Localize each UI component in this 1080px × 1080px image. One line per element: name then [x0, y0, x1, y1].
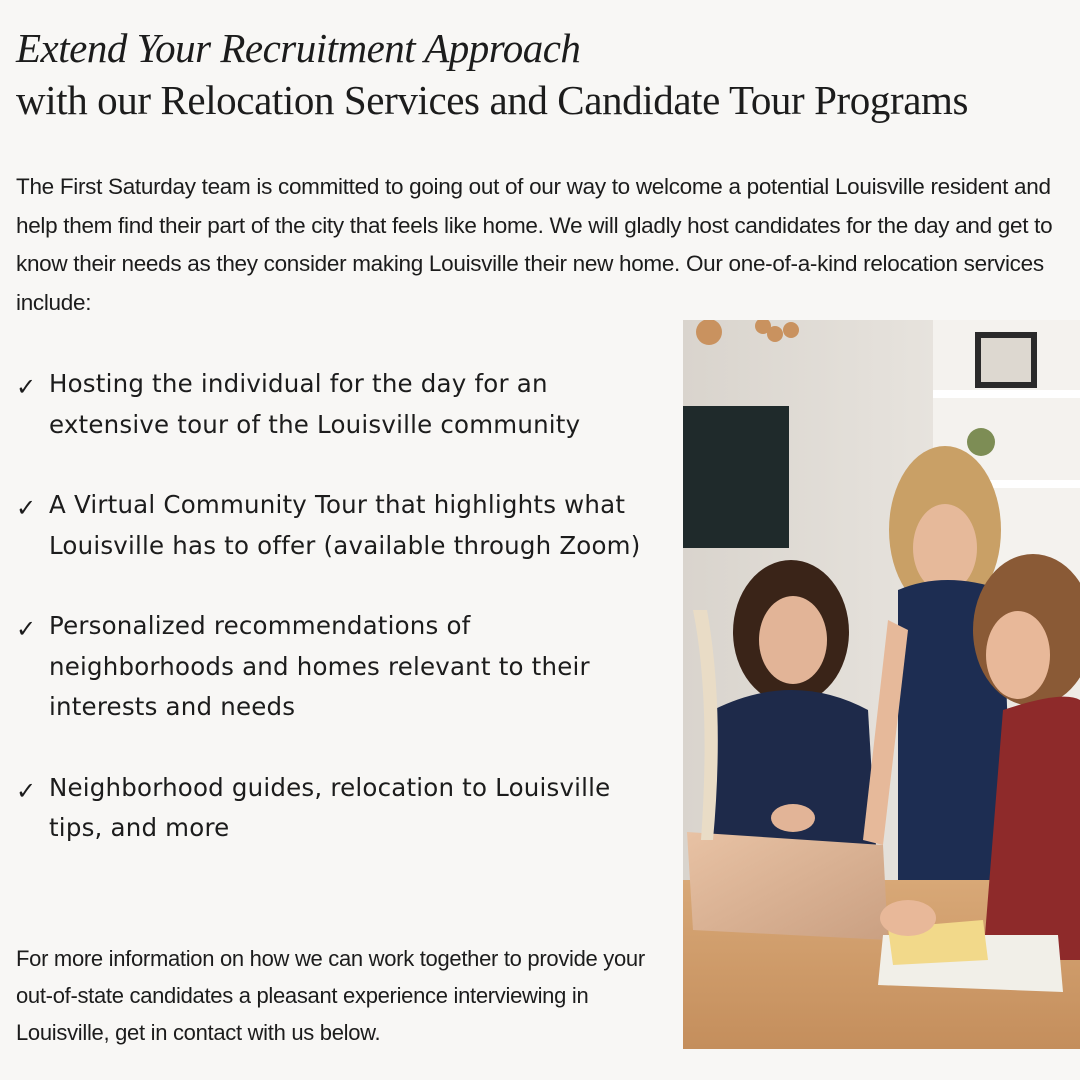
check-icon: ✓	[16, 776, 37, 805]
list-item	[16, 768, 656, 849]
check-icon: ✓	[16, 373, 37, 401]
check-icon: ✓	[16, 494, 37, 522]
services-list	[16, 364, 656, 889]
list-item	[16, 485, 656, 566]
headline-line-2: with our Relocation Services and Candidate Tour Programs	[16, 77, 969, 123]
headline	[16, 24, 1066, 128]
list-item-text: A Virtual Community Tour that highlights what Louisville has to offer (available through Zoom)	[49, 490, 641, 560]
contact-paragraph: For more information on how we can work together to provide your out-of-state candidates a pleasant experience interviewing in Louisville, get in contact with us below.	[16, 946, 645, 1045]
list-item	[16, 364, 656, 445]
headline-line-1: Extend Your Recruitment Approach	[16, 25, 581, 71]
check-icon: ✓	[16, 615, 37, 643]
list-item-text: Hosting the individual for the day for an extensive tour of the Louisville community	[49, 369, 581, 439]
team-photo	[683, 320, 1080, 1049]
list-item-text: Personalized recommendations of neighborhoods and homes relevant to their interests and needs	[49, 611, 590, 721]
intro-paragraph: The First Saturday team is committed to going out of our way to welcome a potential Louisville resident and help them find their part of the city that feels like home. We will gladly host candidates for the day and get to know their needs as they consider making Louisville their new home. Our one-of-a-kind relocation services include:	[16, 174, 1053, 315]
list-item-text: Neighborhood guides, relocation to Louisville tips, and more	[49, 772, 611, 842]
list-item	[16, 606, 656, 728]
